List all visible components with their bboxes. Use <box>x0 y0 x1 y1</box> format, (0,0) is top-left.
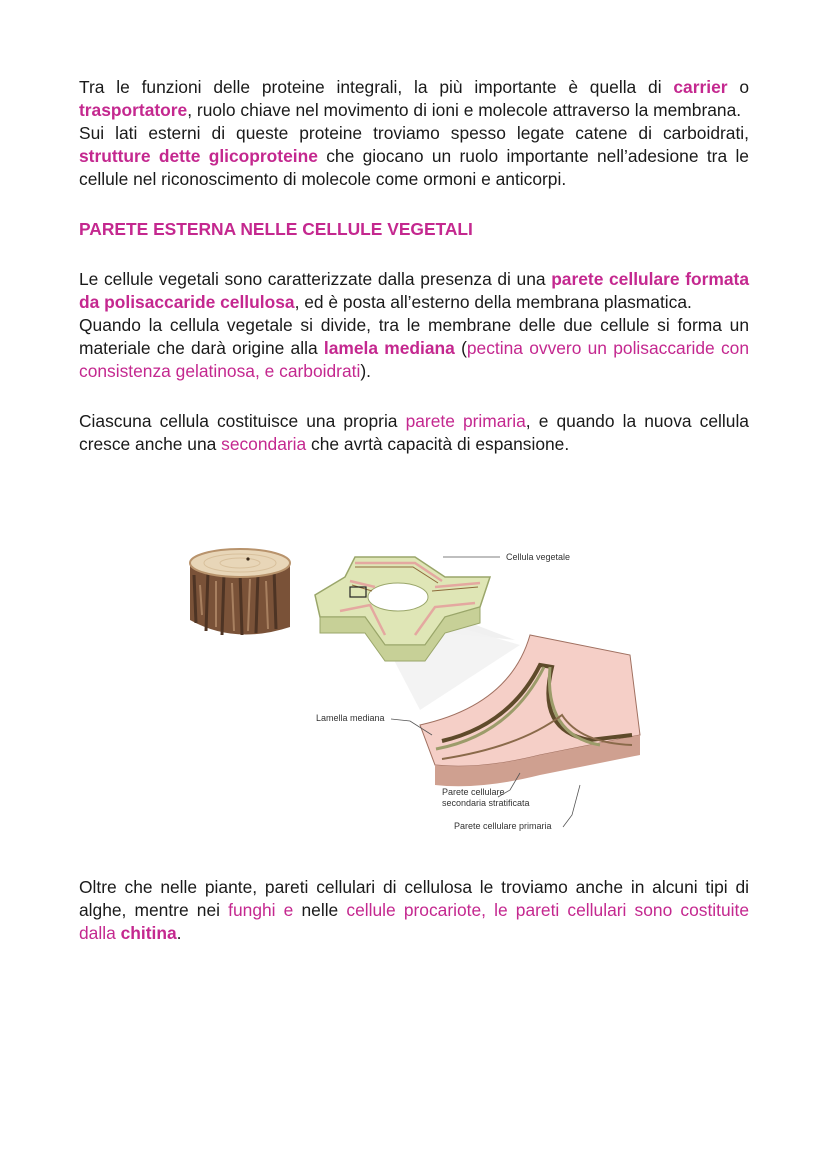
paragraph-chitina <box>79 876 749 945</box>
text: Quando la cellula vegetale si divide, tra le membrane delle due cellule si forma un materiale che darà origine alla <box>79 315 749 358</box>
term-chitina: chitina <box>120 923 177 943</box>
label-lamella-mediana: Lamella mediana <box>316 713 385 723</box>
paragraph-lamela <box>79 314 749 383</box>
term-secondaria: secondaria <box>221 434 307 454</box>
label-parete-primaria: Parete cellulare primaria <box>454 821 552 831</box>
text: che giocano un ruolo importante nell’adesione tra le cellule nel riconoscimento di molecole come ormoni e anticorpi. <box>79 146 749 189</box>
label-parete-secondaria-2: secondaria stratificata <box>442 798 530 808</box>
term-procariote: cellule procariote, le pareti cellulari sono costituite dalla <box>79 900 750 943</box>
text: o <box>727 77 749 97</box>
paragraph-primary-secondary <box>79 410 749 456</box>
tree-stump-image <box>190 549 290 635</box>
text: Le cellule vegetali sono caratterizzate dalla presenza di una <box>79 269 552 289</box>
text: ). <box>360 361 371 381</box>
paragraph-glycoproteins <box>79 122 749 191</box>
closing-section <box>79 876 749 945</box>
label-cellula-vegetale: Cellula vegetale <box>506 552 571 562</box>
term-glicoproteine: strutture dette glicoproteine <box>79 146 318 166</box>
paragraph-carrier <box>79 76 749 122</box>
term-pectina: pectina ovvero un polisaccaride con consistenza gelatinosa, e carboidrati <box>79 338 750 381</box>
term-parete-cellulare: parete cellulare formata da polisaccaride cellulosa <box>79 269 749 312</box>
term-lamela-mediana: lamela mediana <box>323 338 455 358</box>
section-heading: PARETE ESTERNA NELLE CELLULE VEGETALI <box>79 219 473 239</box>
text: che avrtà capacità di espansione. <box>306 434 570 454</box>
page-content <box>79 76 749 456</box>
term-parete-primaria: parete primaria <box>405 411 526 431</box>
text: Ciascuna cellula costituisce una propria <box>79 411 406 431</box>
text: Oltre che nelle piante, pareti cellulari di cellulosa le troviamo anche in alcuni tipi di alghe, mentre nei <box>79 877 749 920</box>
text: , ed è posta all’esterno della membrana plasmatica. <box>294 292 692 312</box>
text: , e quando la nuova cellula cresce anche una <box>79 411 749 454</box>
label-parete-secondaria-1: Parete cellulare <box>442 787 505 797</box>
cell-wall-figure <box>180 535 650 845</box>
term-trasportatore: trasportatore <box>79 100 188 120</box>
cell-wall-diagram <box>180 535 650 845</box>
text: Sui lati esterni di queste proteine troviamo spesso legate catene di carboidrati, <box>79 123 749 143</box>
term-carrier: carrier <box>673 77 728 97</box>
text: ( <box>454 338 467 358</box>
term-funghi: funghi e <box>228 900 294 920</box>
text: nelle <box>293 900 347 920</box>
text: , ruolo chiave nel movimento di ioni e molecole attraverso la membrana. <box>187 100 742 120</box>
text: . <box>176 923 182 943</box>
paragraph-cell-wall <box>79 268 749 314</box>
text: Tra le funzioni delle proteine integrali, la più importante è quella di <box>79 77 674 97</box>
